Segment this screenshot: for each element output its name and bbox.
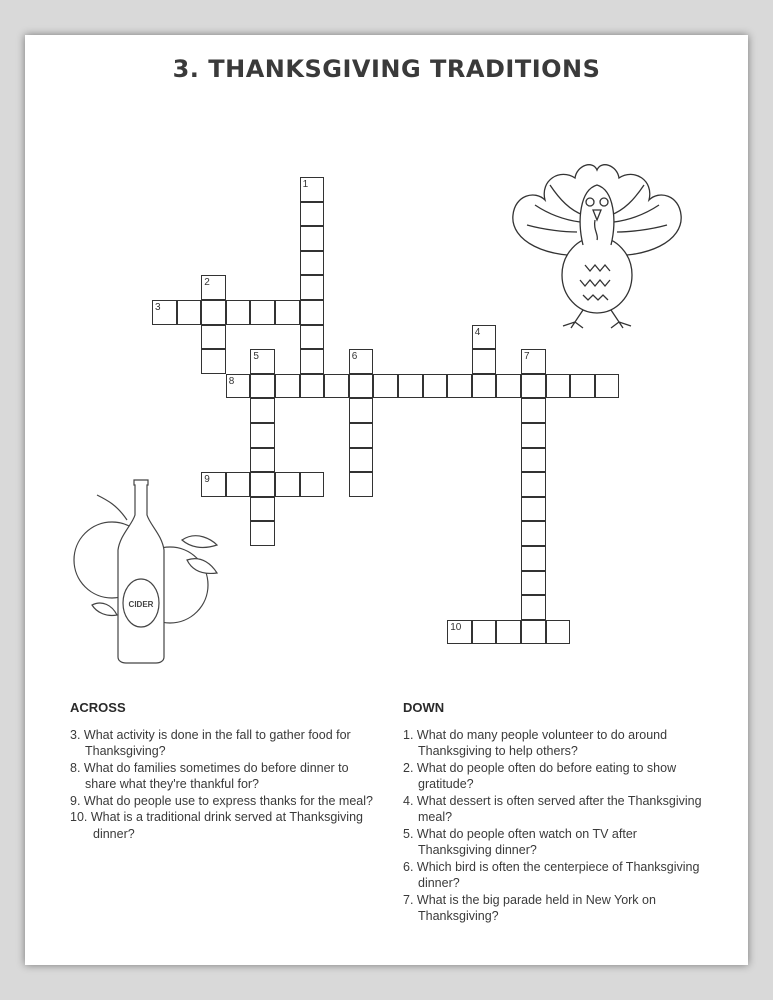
grid-cell[interactable] xyxy=(423,374,448,399)
grid-cell[interactable] xyxy=(300,472,325,497)
grid-cell[interactable] xyxy=(250,448,275,473)
across-clues xyxy=(70,700,375,842)
grid-cell[interactable] xyxy=(521,472,546,497)
grid-cell[interactable] xyxy=(472,325,497,350)
grid-cell[interactable] xyxy=(349,374,374,399)
down-clue: 4. What dessert is often served after the Thanksgiving meal? xyxy=(403,793,702,824)
grid-cell[interactable] xyxy=(349,472,374,497)
down-clues xyxy=(403,700,713,925)
grid-cell[interactable] xyxy=(152,300,177,325)
across-clue: 3. What activity is done in the fall to gather food for Thanksgiving? xyxy=(70,727,351,758)
cider-bottle-illustration xyxy=(72,475,222,665)
grid-cell[interactable] xyxy=(300,275,325,300)
grid-cell[interactable] xyxy=(177,300,202,325)
down-clue: 6. Which bird is often the centerpiece of Thanksgiving dinner? xyxy=(403,859,700,890)
grid-cell[interactable] xyxy=(275,472,300,497)
grid-cell[interactable] xyxy=(521,423,546,448)
grid-cell[interactable] xyxy=(250,472,275,497)
grid-cell[interactable] xyxy=(349,423,374,448)
grid-cell[interactable] xyxy=(349,448,374,473)
grid-cell[interactable] xyxy=(546,620,571,645)
grid-cell[interactable] xyxy=(595,374,620,399)
clue-number: 6 xyxy=(351,351,358,363)
grid-cell[interactable] xyxy=(250,349,275,374)
grid-cell[interactable] xyxy=(398,374,423,399)
grid-cell[interactable] xyxy=(472,349,497,374)
grid-cell[interactable] xyxy=(521,620,546,645)
grid-cell[interactable] xyxy=(373,374,398,399)
grid-cell[interactable] xyxy=(472,620,497,645)
grid-cell[interactable] xyxy=(447,620,472,645)
grid-cell[interactable] xyxy=(521,349,546,374)
grid-cell[interactable] xyxy=(349,398,374,423)
grid-cell[interactable] xyxy=(521,521,546,546)
grid-cell[interactable] xyxy=(521,571,546,596)
grid-cell[interactable] xyxy=(250,423,275,448)
across-clue: 10. What is a traditional drink served at Thanksgiving dinner? xyxy=(70,810,363,841)
clue-number: 1 xyxy=(302,179,309,190)
across-clue: 8. What do families sometimes do before dinner to share what they're thankful for? xyxy=(70,760,349,791)
grid-cell[interactable] xyxy=(201,325,226,350)
grid-cell[interactable] xyxy=(521,374,546,399)
grid-cell[interactable] xyxy=(300,177,325,202)
grid-cell[interactable] xyxy=(496,374,521,399)
down-clue: 5. What do people often watch on TV after Thanksgiving dinner? xyxy=(403,826,637,857)
grid-cell[interactable] xyxy=(201,349,226,374)
grid-cell[interactable] xyxy=(300,202,325,227)
grid-cell[interactable] xyxy=(521,546,546,571)
down-clue: 7. What is the big parade held in New York on Thanksgiving? xyxy=(403,892,656,923)
grid-cell[interactable] xyxy=(250,521,275,546)
page-title: 3. THANKSGIVING TRADITIONS xyxy=(172,55,601,83)
grid-cell[interactable] xyxy=(201,275,226,300)
grid-cell[interactable] xyxy=(300,251,325,276)
grid-cell[interactable] xyxy=(226,472,251,497)
across-clue: 9. What do people use to express thanks for the meal? xyxy=(70,793,373,808)
clue-number: 3 xyxy=(155,302,161,313)
grid-cell[interactable] xyxy=(250,374,275,399)
grid-cell[interactable] xyxy=(300,325,325,350)
grid-cell[interactable] xyxy=(275,374,300,399)
grid-cell[interactable] xyxy=(300,374,325,399)
grid-cell[interactable] xyxy=(349,349,374,374)
grid-cell[interactable] xyxy=(521,497,546,522)
grid-cell[interactable] xyxy=(324,374,349,399)
grid-cell[interactable] xyxy=(300,300,325,325)
down-clue: 2. What do people often do before eating to show gratitude? xyxy=(403,760,677,791)
grid-cell[interactable] xyxy=(275,300,300,325)
grid-cell[interactable] xyxy=(250,300,275,325)
clue-number: 5 xyxy=(253,351,259,363)
down-heading: DOWN xyxy=(403,700,445,715)
grid-cell[interactable] xyxy=(496,620,521,645)
grid-cell[interactable] xyxy=(472,374,497,399)
grid-cell[interactable] xyxy=(300,349,325,374)
clue-number: 4 xyxy=(474,326,481,338)
clue-number: 10 xyxy=(450,621,462,633)
clue-number: 7 xyxy=(524,351,530,363)
grid-cell[interactable] xyxy=(226,374,251,399)
clue-number: 2 xyxy=(204,277,210,289)
across-heading: ACROSS xyxy=(70,700,126,715)
grid-cell[interactable] xyxy=(250,497,275,522)
down-clue: 1. What do many people volunteer to do around Thanksgiving to help others? xyxy=(403,727,668,758)
turkey-illustration xyxy=(505,160,690,332)
clue-number: 8 xyxy=(228,375,235,387)
grid-cell[interactable] xyxy=(201,300,226,325)
grid-cell[interactable] xyxy=(570,374,595,399)
grid-cell[interactable] xyxy=(546,374,571,399)
grid-cell[interactable] xyxy=(521,448,546,473)
grid-cell[interactable] xyxy=(250,398,275,423)
clue-number: 9 xyxy=(204,474,210,486)
grid-cell[interactable] xyxy=(521,398,546,423)
grid-cell[interactable] xyxy=(226,300,251,325)
grid-cell[interactable] xyxy=(447,374,472,399)
grid-cell[interactable] xyxy=(300,226,325,251)
grid-cell[interactable] xyxy=(521,595,546,620)
bottle-label: CIDER xyxy=(128,600,154,609)
